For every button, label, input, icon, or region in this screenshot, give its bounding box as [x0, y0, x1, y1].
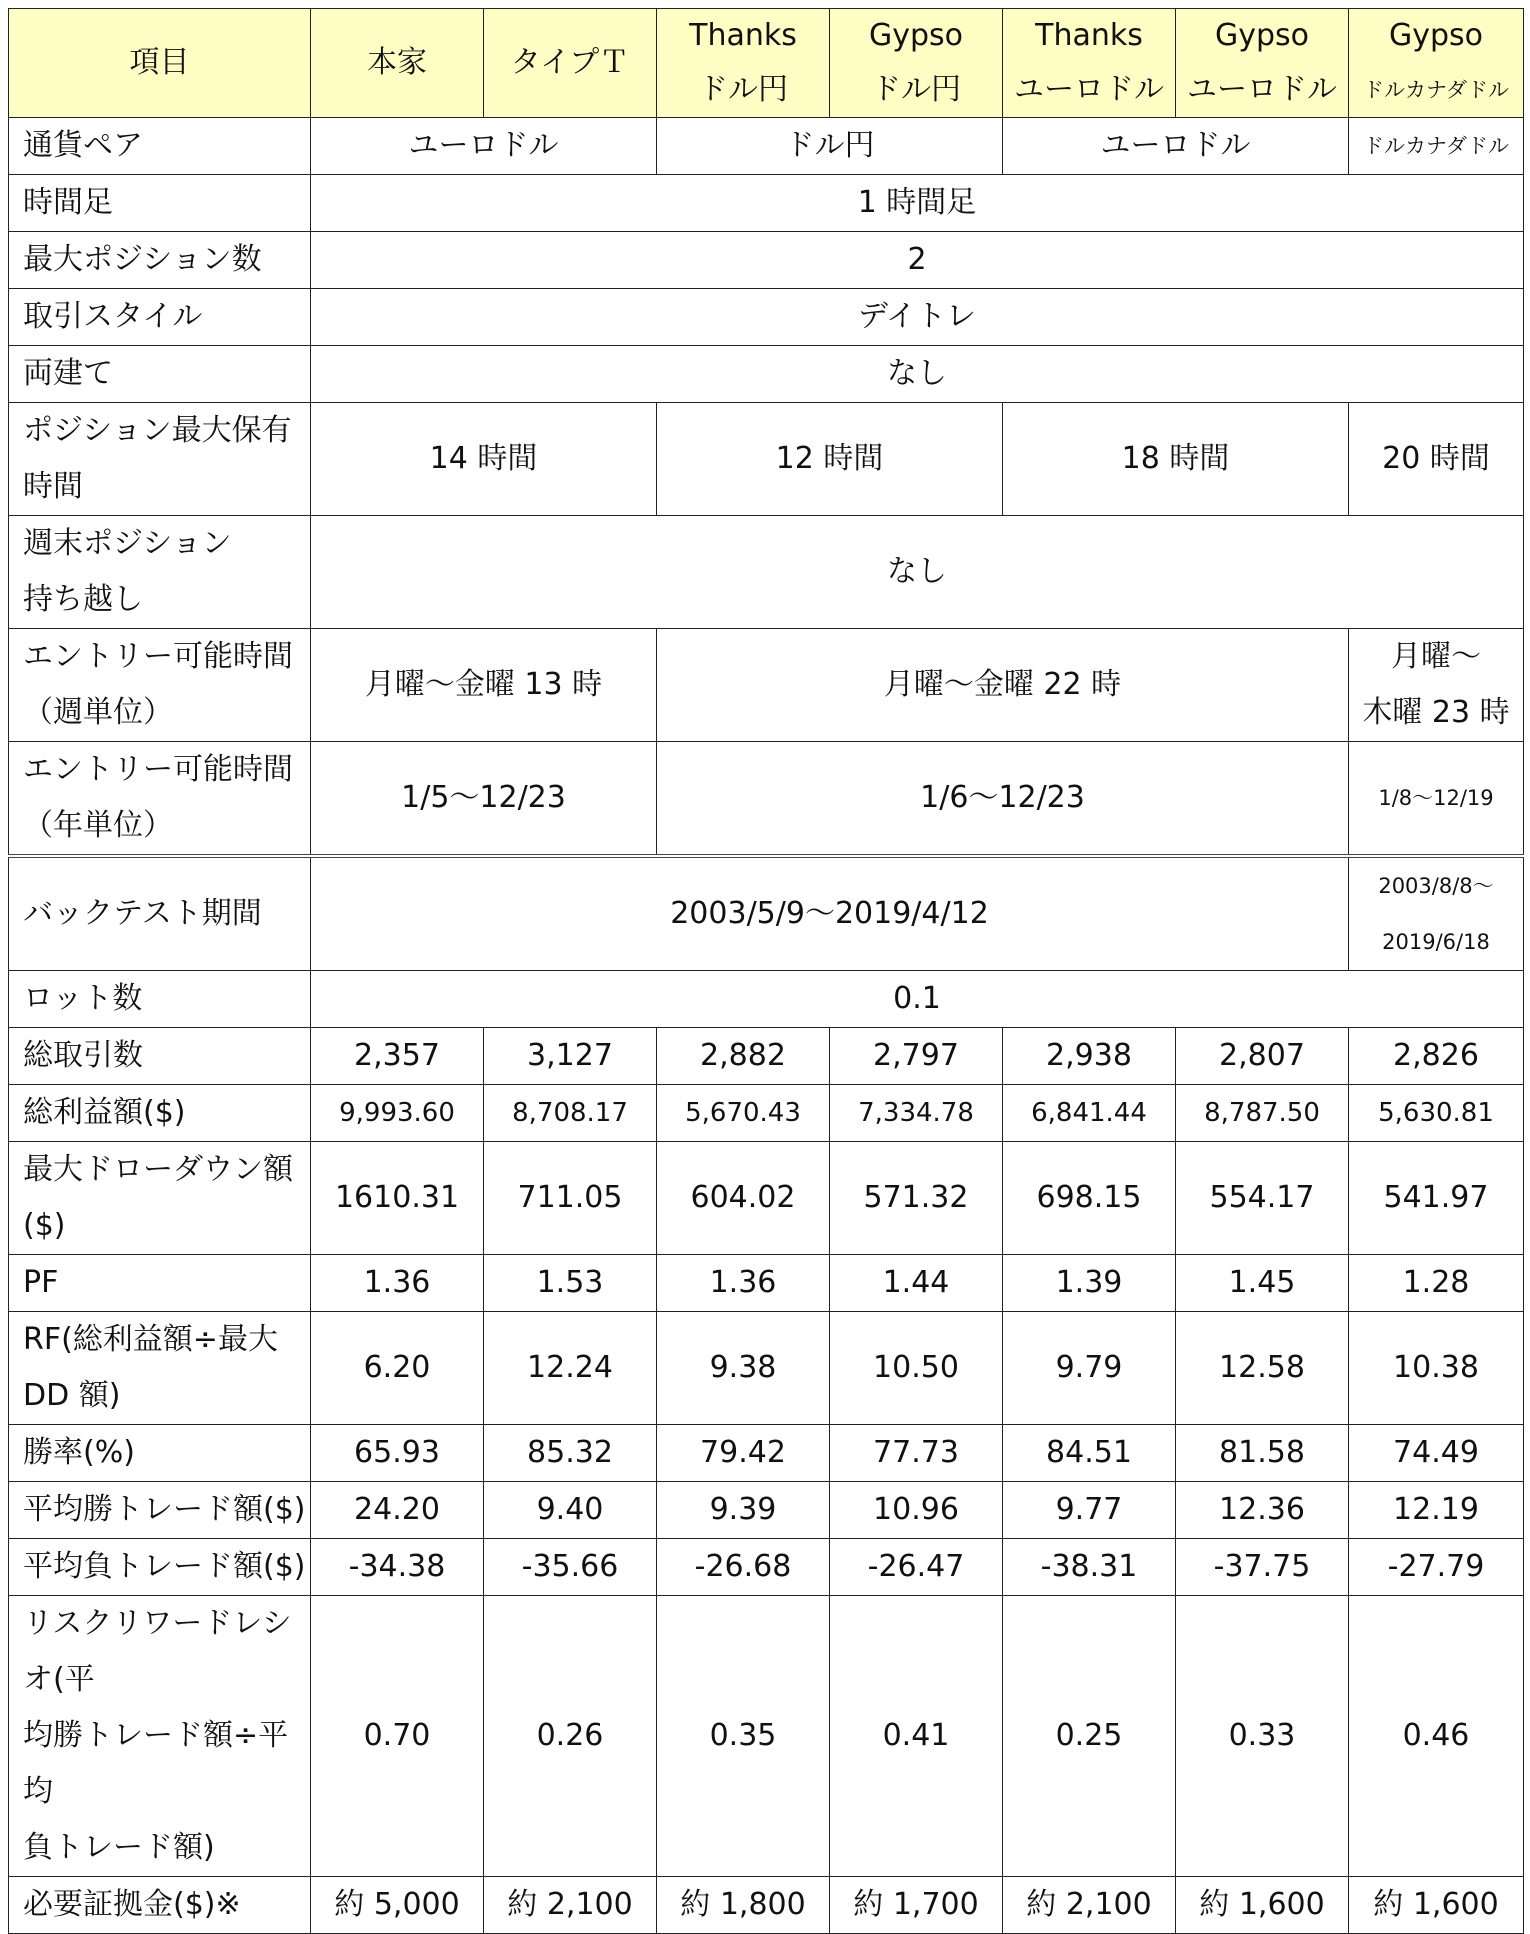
cell-value: 65.93 — [311, 1425, 484, 1482]
cell-value: ユーロドル — [1003, 118, 1349, 175]
row-label: 週末ポジション 持ち越し — [9, 516, 311, 629]
cell-value: 14 時間 — [311, 403, 657, 516]
header-item: 項目 — [9, 9, 311, 118]
cell-value: 18 時間 — [1003, 403, 1349, 516]
cell-value: 0.25 — [1003, 1596, 1176, 1877]
cell-value: 2,938 — [1003, 1028, 1176, 1085]
cell-value: 2003/5/9～2019/4/12 — [311, 856, 1349, 971]
cell-value: 0.41 — [830, 1596, 1003, 1877]
cell-value: 571.32 — [830, 1142, 1003, 1255]
row-label: 最大ドローダウン額 ($) — [9, 1142, 311, 1255]
cell-value: -26.47 — [830, 1539, 1003, 1596]
cell-value: 1.53 — [484, 1255, 657, 1312]
row-max-hold-time — [9, 403, 1524, 516]
cell-value: 2,826 — [1349, 1028, 1524, 1085]
cell-value: 698.15 — [1003, 1142, 1176, 1255]
row-label: リスクリワードレシオ(平 均勝トレード額÷平均 負トレード額) — [9, 1596, 311, 1877]
cell-value: 1.36 — [657, 1255, 830, 1312]
cell-value: 0.35 — [657, 1596, 830, 1877]
header-gypso-eurusd: Gypso ユーロドル — [1176, 9, 1349, 118]
row-label: ポジション最大保有 時間 — [9, 403, 311, 516]
header-row — [9, 9, 1524, 118]
cell-value: 12.36 — [1176, 1482, 1349, 1539]
cell-value: ドル円 — [657, 118, 1003, 175]
cell-value: 5,630.81 — [1349, 1085, 1524, 1142]
row-label: 必要証拠金($)※ — [9, 1877, 311, 1934]
cell-value: -38.31 — [1003, 1539, 1176, 1596]
row-label: 平均勝トレード額($) — [9, 1482, 311, 1539]
header-gypso-usdjpy: Gypso ドル円 — [830, 9, 1003, 118]
cell-value: 2 — [311, 232, 1524, 289]
row-entry-yearly — [9, 742, 1524, 857]
cell-value: 10.38 — [1349, 1312, 1524, 1425]
cell-value: -35.66 — [484, 1539, 657, 1596]
row-label: 最大ポジション数 — [9, 232, 311, 289]
row-total-profit — [9, 1085, 1524, 1142]
row-required-margin — [9, 1877, 1524, 1934]
row-label: ロット数 — [9, 971, 311, 1028]
cell-value: 10.96 — [830, 1482, 1003, 1539]
cell-value: 3,127 — [484, 1028, 657, 1085]
row-rf — [9, 1312, 1524, 1425]
cell-value: -27.79 — [1349, 1539, 1524, 1596]
row-label: エントリー可能時間 （週単位） — [9, 629, 311, 742]
cell-value: 8,787.50 — [1176, 1085, 1349, 1142]
cell-value: 0.46 — [1349, 1596, 1524, 1877]
row-label: 総利益額($) — [9, 1085, 311, 1142]
row-label: エントリー可能時間 （年単位） — [9, 742, 311, 857]
cell-value: 約 1,600 — [1176, 1877, 1349, 1934]
cell-value: 1 時間足 — [311, 175, 1524, 232]
cell-value: 1/8～12/19 — [1349, 742, 1524, 857]
cell-value: 月曜～ 木曜 23 時 — [1349, 629, 1524, 742]
cell-value: -26.68 — [657, 1539, 830, 1596]
cell-value: 0.33 — [1176, 1596, 1349, 1877]
cell-value: 9.38 — [657, 1312, 830, 1425]
cell-value: 5,670.43 — [657, 1085, 830, 1142]
cell-value: 約 5,000 — [311, 1877, 484, 1934]
cell-value: 1.39 — [1003, 1255, 1176, 1312]
cell-value: 約 2,100 — [484, 1877, 657, 1934]
cell-value: 1.36 — [311, 1255, 484, 1312]
cell-value: 10.50 — [830, 1312, 1003, 1425]
row-weekend-carry — [9, 516, 1524, 629]
cell-value: 1/6～12/23 — [657, 742, 1349, 857]
row-lots — [9, 971, 1524, 1028]
cell-value: 6,841.44 — [1003, 1085, 1176, 1142]
cell-value: 約 1,800 — [657, 1877, 830, 1934]
cell-value: ユーロドル — [311, 118, 657, 175]
cell-value: 9.40 — [484, 1482, 657, 1539]
row-currency-pair — [9, 118, 1524, 175]
row-label: 時間足 — [9, 175, 311, 232]
row-label: 通貨ペア — [9, 118, 311, 175]
cell-value: 20 時間 — [1349, 403, 1524, 516]
row-label: 総取引数 — [9, 1028, 311, 1085]
row-entry-weekly — [9, 629, 1524, 742]
cell-value: 12 時間 — [657, 403, 1003, 516]
row-label: バックテスト期間 — [9, 856, 311, 971]
cell-value: 1/5～12/23 — [311, 742, 657, 857]
cell-value: 1610.31 — [311, 1142, 484, 1255]
row-timeframe — [9, 175, 1524, 232]
cell-value: 12.19 — [1349, 1482, 1524, 1539]
header-honke: 本家 — [311, 9, 484, 118]
row-max-positions — [9, 232, 1524, 289]
cell-value: 0.1 — [311, 971, 1524, 1028]
cell-value: 7,334.78 — [830, 1085, 1003, 1142]
cell-value: -34.38 — [311, 1539, 484, 1596]
cell-value: 1.28 — [1349, 1255, 1524, 1312]
cell-value: ドルカナダドル — [1349, 118, 1524, 175]
cell-value: -37.75 — [1176, 1539, 1349, 1596]
row-label: RF(総利益額÷最大 DD 額) — [9, 1312, 311, 1425]
row-label: 取引スタイル — [9, 289, 311, 346]
cell-value: 554.17 — [1176, 1142, 1349, 1255]
cell-value: 0.26 — [484, 1596, 657, 1877]
cell-value: 約 2,100 — [1003, 1877, 1176, 1934]
cell-value: 2,357 — [311, 1028, 484, 1085]
header-gypso-usdcad: Gypso ドルカナダドル — [1349, 9, 1524, 118]
cell-value: 77.73 — [830, 1425, 1003, 1482]
header-type-t: タイプＴ — [484, 9, 657, 118]
cell-value: 月曜～金曜 22 時 — [657, 629, 1349, 742]
cell-value: 2,882 — [657, 1028, 830, 1085]
row-max-drawdown — [9, 1142, 1524, 1255]
row-label: 勝率(%) — [9, 1425, 311, 1482]
row-label: 両建て — [9, 346, 311, 403]
ea-comparison-table — [8, 8, 1524, 1934]
cell-value: 0.70 — [311, 1596, 484, 1877]
cell-value: 74.49 — [1349, 1425, 1524, 1482]
row-total-trades — [9, 1028, 1524, 1085]
cell-value: 2,807 — [1176, 1028, 1349, 1085]
cell-value: 12.24 — [484, 1312, 657, 1425]
cell-value: 604.02 — [657, 1142, 830, 1255]
cell-value: 541.97 — [1349, 1142, 1524, 1255]
cell-value: 9.39 — [657, 1482, 830, 1539]
header-thanks-usdjpy: Thanks ドル円 — [657, 9, 830, 118]
row-backtest-period — [9, 856, 1524, 971]
cell-value: なし — [311, 516, 1524, 629]
header-thanks-eurusd: Thanks ユーロドル — [1003, 9, 1176, 118]
cell-value: 8,708.17 — [484, 1085, 657, 1142]
cell-value: 約 1,600 — [1349, 1877, 1524, 1934]
cell-value: 2003/8/8～ 2019/6/18 — [1349, 856, 1524, 971]
cell-value: 79.42 — [657, 1425, 830, 1482]
row-risk-reward — [9, 1596, 1524, 1877]
cell-value: 81.58 — [1176, 1425, 1349, 1482]
cell-value: 2,797 — [830, 1028, 1003, 1085]
row-avg-win — [9, 1482, 1524, 1539]
cell-value: 9,993.60 — [311, 1085, 484, 1142]
row-pf — [9, 1255, 1524, 1312]
cell-value: 月曜～金曜 13 時 — [311, 629, 657, 742]
cell-value: なし — [311, 346, 1524, 403]
row-hedging — [9, 346, 1524, 403]
cell-value: 24.20 — [311, 1482, 484, 1539]
row-trade-style — [9, 289, 1524, 346]
row-label: PF — [9, 1255, 311, 1312]
row-win-rate — [9, 1425, 1524, 1482]
cell-value: 84.51 — [1003, 1425, 1176, 1482]
cell-value: 9.79 — [1003, 1312, 1176, 1425]
cell-value: 約 1,700 — [830, 1877, 1003, 1934]
row-avg-loss — [9, 1539, 1524, 1596]
cell-value: デイトレ — [311, 289, 1524, 346]
cell-value: 6.20 — [311, 1312, 484, 1425]
cell-value: 9.77 — [1003, 1482, 1176, 1539]
cell-value: 85.32 — [484, 1425, 657, 1482]
cell-value: 12.58 — [1176, 1312, 1349, 1425]
cell-value: 1.45 — [1176, 1255, 1349, 1312]
cell-value: 1.44 — [830, 1255, 1003, 1312]
row-label: 平均負トレード額($) — [9, 1539, 311, 1596]
cell-value: 711.05 — [484, 1142, 657, 1255]
